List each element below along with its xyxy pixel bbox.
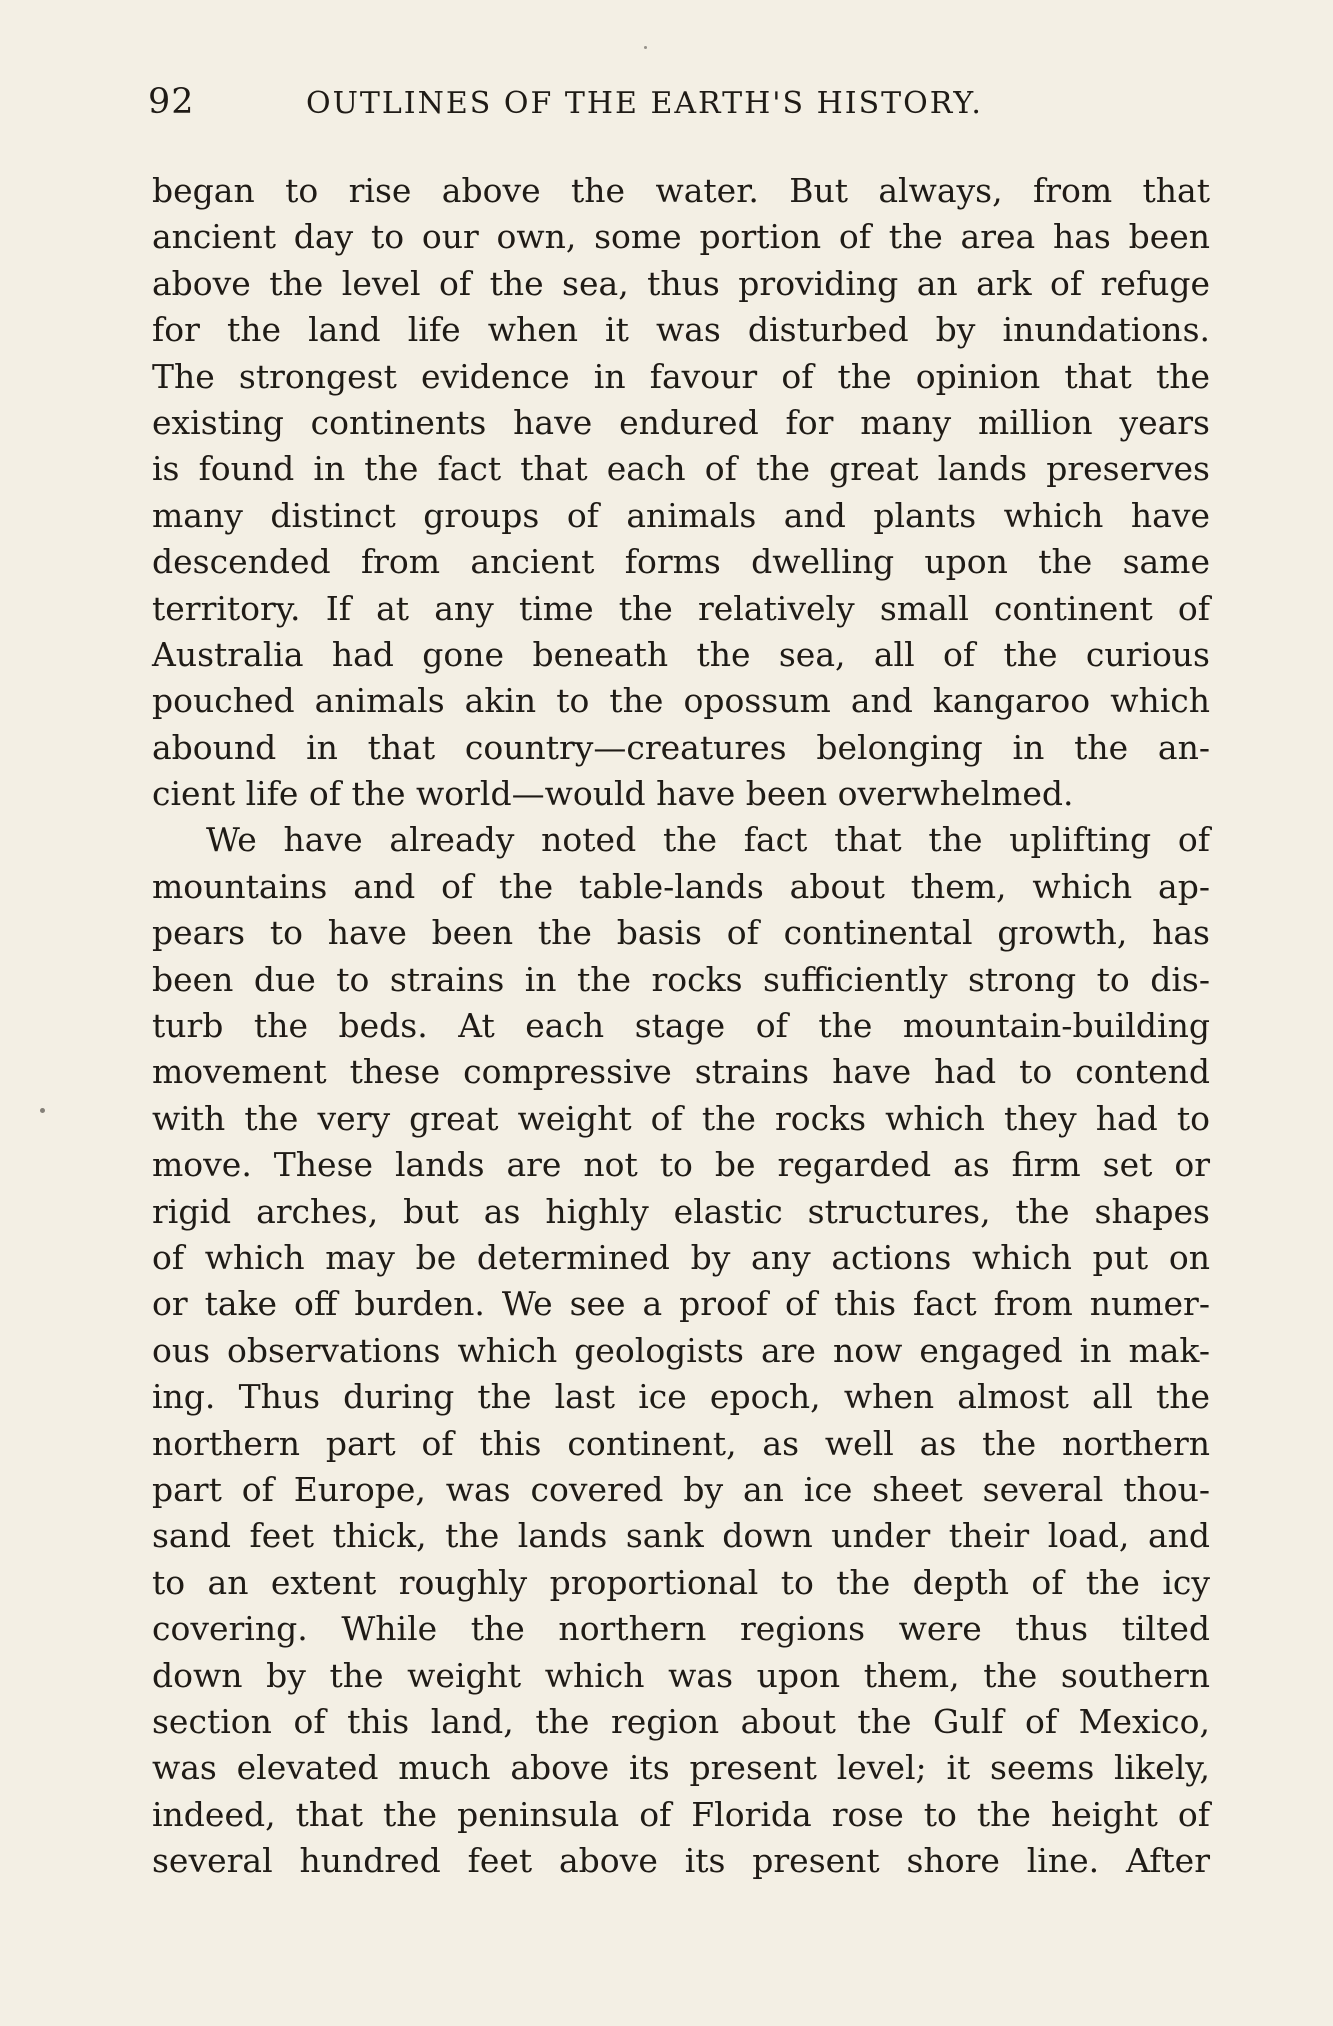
text-line: for the land life when it was disturbed by inundations. bbox=[152, 310, 1210, 350]
text-line: move. These lands are not to be regarded as firm set or bbox=[152, 1145, 1210, 1185]
text-line: covering. While the northern regions were thus tilted bbox=[152, 1609, 1210, 1649]
text-line: down by the weight which was upon them, the southern bbox=[152, 1655, 1210, 1695]
page-header bbox=[148, 82, 1208, 138]
text-line: abound in that country—creatures belonging in the an- bbox=[152, 727, 1210, 767]
margin-speck bbox=[40, 1108, 45, 1113]
running-title: OUTLINES OF THE EARTH'S HISTORY. bbox=[306, 86, 983, 121]
text-line: above the level of the sea, thus providing an ark of refuge bbox=[152, 263, 1210, 303]
paragraph-2 bbox=[152, 817, 1210, 1884]
print-speck bbox=[644, 46, 647, 49]
text-line: indeed, that the peninsula of Florida rose to the height of bbox=[152, 1794, 1210, 1834]
text-line: mountains and of the table-lands about them, which ap- bbox=[152, 866, 1210, 906]
text-line: or take off burden. We see a proof of this fact from numer- bbox=[152, 1284, 1210, 1324]
text-line: descended from ancient forms dwelling upon the same bbox=[152, 542, 1210, 582]
text-line: movement these compressive strains have had to contend bbox=[152, 1052, 1210, 1092]
text-line: ing. Thus during the last ice epoch, when almost all the bbox=[152, 1377, 1210, 1417]
text-line: with the very great weight of the rocks which they had to bbox=[152, 1098, 1210, 1138]
text-line: was elevated much above its present level; it seems likely, bbox=[152, 1748, 1210, 1788]
text-line: The strongest evidence in favour of the opinion that the bbox=[152, 356, 1210, 396]
text-line: We have already noted the fact that the uplifting of bbox=[206, 820, 1210, 860]
text-line: section of this land, the region about the Gulf of Mexico, bbox=[152, 1701, 1210, 1741]
page-number: 92 bbox=[148, 82, 195, 122]
text-line: ous observations which geologists are now engaged in mak- bbox=[152, 1330, 1210, 1370]
paragraph-1 bbox=[152, 168, 1210, 817]
text-line: northern part of this continent, as well as the northern bbox=[152, 1423, 1210, 1463]
text-line: rigid arches, but as highly elastic structures, the shapes bbox=[152, 1191, 1210, 1231]
text-line: several hundred feet above its present shore line. After bbox=[152, 1841, 1210, 1881]
text-line: cient life of the world—would have been overwhelmed. bbox=[152, 774, 1074, 814]
text-line: territory. If at any time the relatively small continent of bbox=[152, 588, 1210, 628]
text-line: is found in the fact that each of the great lands preserves bbox=[152, 449, 1210, 489]
text-line: been due to strains in the rocks sufficiently strong to dis- bbox=[152, 959, 1210, 999]
text-line: part of Europe, was covered by an ice sheet several thou- bbox=[152, 1469, 1210, 1509]
text-line: pouched animals akin to the opossum and kangaroo which bbox=[152, 681, 1210, 721]
text-line: many distinct groups of animals and plants which have bbox=[152, 495, 1210, 535]
text-line: sand feet thick, the lands sank down under their load, and bbox=[152, 1516, 1210, 1556]
text-line: of which may be determined by any actions which put on bbox=[152, 1237, 1210, 1277]
text-line: Australia had gone beneath the sea, all of the curious bbox=[152, 634, 1210, 674]
text-line: existing continents have endured for many million years bbox=[152, 402, 1210, 442]
body-text bbox=[152, 168, 1210, 1884]
text-line: turb the beds. At each stage of the mountain-building bbox=[152, 1006, 1210, 1046]
text-line: pears to have been the basis of continental growth, has bbox=[152, 913, 1210, 953]
text-line: began to rise above the water. But always, from that bbox=[152, 171, 1210, 210]
text-line: to an extent roughly proportional to the depth of the icy bbox=[152, 1562, 1210, 1602]
text-line: ancient day to our own, some portion of the area has been bbox=[152, 217, 1210, 257]
